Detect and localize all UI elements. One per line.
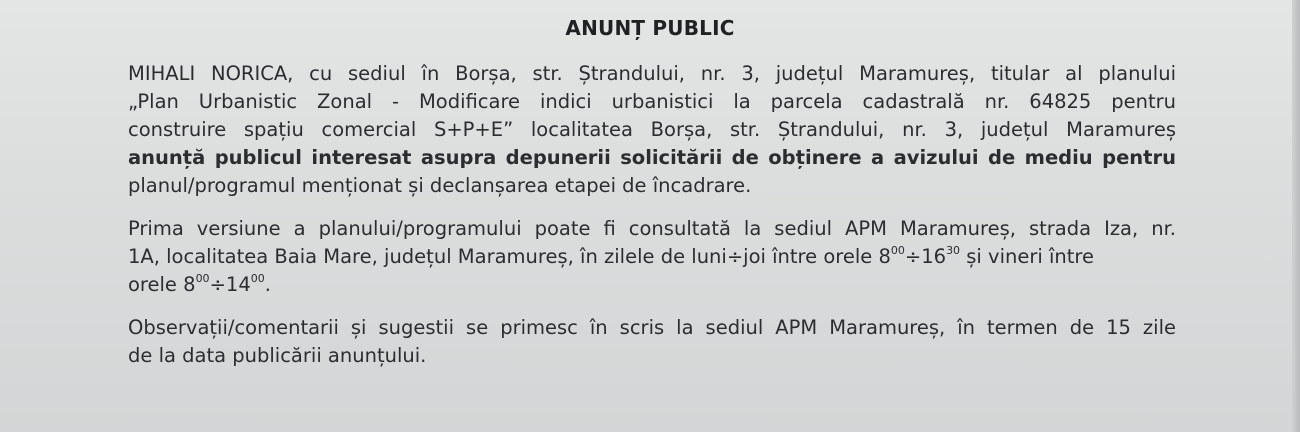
paragraph-line: Prima versiune a planului/programului poate fi consultată la sediul APM Maramureș, strada Iza, nr.	[128, 217, 1176, 240]
schedule-text: și vineri între	[960, 245, 1094, 268]
paragraph-line: „Plan Urbanistic Zonal - Modificare indici urbanistici la parcela cadastrală nr. 64825 pentru	[128, 90, 1176, 113]
paragraph-line-schedule	[128, 271, 1176, 299]
time-hour: 16	[921, 245, 947, 268]
time-hour: 8	[183, 273, 196, 296]
document-title: ANUNȚ PUBLIC	[565, 16, 735, 40]
paragraph-line-schedule	[128, 243, 1176, 271]
paragraph-consultation	[128, 215, 1176, 299]
time-separator: ÷	[904, 245, 922, 268]
paragraph-announcement	[128, 60, 1176, 200]
time-hour: 8	[878, 245, 891, 268]
paragraph-line: planul/programul menționat și declanșarea etapei de încadrare.	[128, 174, 752, 197]
schedule-text: .	[264, 273, 271, 296]
paragraph-comments	[128, 314, 1176, 370]
paragraph-line: anunță publicul interesat asupra depunerii solicitării de obținere a avizului de mediu pentru	[128, 146, 1176, 169]
time-minutes: 00	[250, 272, 265, 285]
paragraph-line: construire spațiu comercial S+P+E” localitatea Borșa, str. Ștrandului, nr. 3, județul Maramureș	[128, 118, 1176, 141]
time-minutes: 00	[195, 272, 210, 285]
schedule-text: orele	[128, 273, 184, 296]
document-body	[128, 60, 1176, 385]
paragraph-line: MIHALI NORICA, cu sediul în Borșa, str. Ștrandului, nr. 3, județul Maramureș, titular al planului	[128, 62, 1176, 85]
page-edge	[1292, 0, 1300, 432]
time-hour: 14	[225, 273, 251, 296]
time-separator: ÷	[209, 273, 226, 296]
paragraph-line: Observații/comentarii și sugestii se primesc în scris la sediul APM Maramureș, în termen de 15 zile	[128, 316, 1176, 339]
paragraph-line: de la data publicării anunțului.	[128, 344, 427, 367]
schedule-text: 1A, localitatea Baia Mare, județul Maramureș, în zilele de luni÷joi între orele	[128, 245, 879, 268]
time-minutes: 00	[890, 244, 905, 257]
time-minutes: 30	[946, 244, 961, 257]
